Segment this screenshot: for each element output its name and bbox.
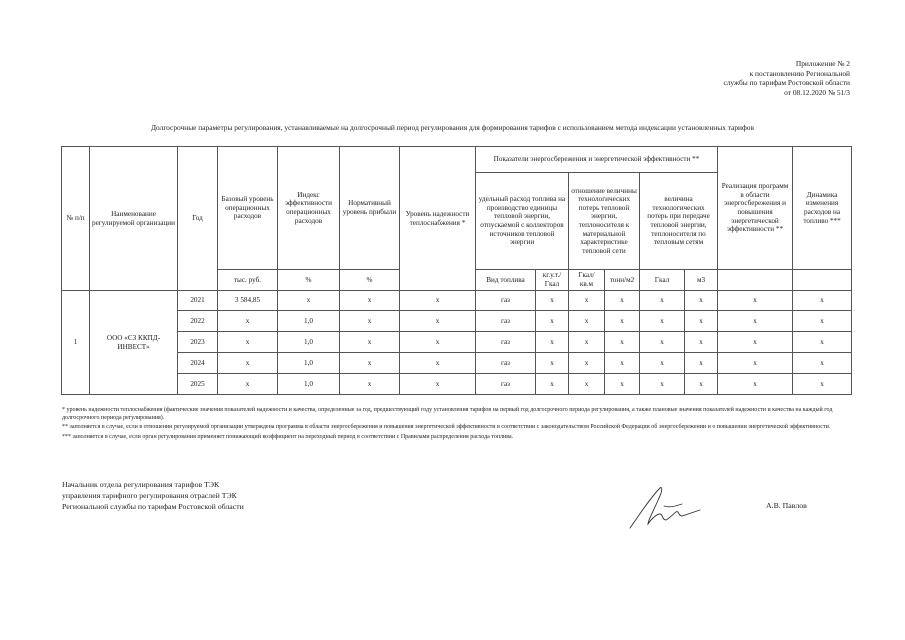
header-fuel-dynamics: Динамика изменения расходов на топливо *** — [793, 147, 852, 270]
unit-profit: % — [340, 270, 400, 291]
table-row — [62, 374, 852, 395]
cell-year: 2023 — [178, 332, 218, 353]
cell-fuel-rate: х — [536, 311, 569, 332]
header-losses-value: величина технологических потерь при передаче тепловой энергии, теплоносителя по тепловым сетям — [640, 173, 718, 270]
cell-tons-m2: х — [605, 353, 640, 374]
signatory-line-3: Региональной службы по тарифам Ростовской области — [62, 501, 244, 511]
unit-base: тыс. руб. — [218, 270, 278, 291]
cell-profit: х — [340, 374, 400, 395]
cell-program: х — [718, 353, 793, 374]
header-fuel-rate: удельный расход топлива на производство единицы тепловой энергии, отпускаемой с коллекторов источников тепловой энергии — [476, 173, 569, 270]
cell-gcal: х — [640, 311, 685, 332]
cell-fuel-rate: х — [536, 291, 569, 311]
cell-year: 2021 — [178, 291, 218, 311]
cell-m3: х — [685, 332, 718, 353]
cell-profit: х — [340, 311, 400, 332]
cell-fuel-type: газ — [476, 374, 536, 395]
header-efficiency-index: Индекс эффективности операционных расходов — [278, 147, 340, 270]
footnote-fuel-dynamics: *** заполняется в случае, если орган регулирования применяет понижающий коэффициент на переходный период в соответствии с Правилами распределения расхода топлива. — [62, 433, 514, 440]
cell-reliability: х — [400, 291, 476, 311]
cell-base: х — [218, 353, 278, 374]
table-row — [62, 332, 852, 353]
cell-program: х — [718, 311, 793, 332]
table-row — [62, 291, 852, 311]
cell-gcal: х — [640, 374, 685, 395]
cell-index: 1,0 — [278, 353, 340, 374]
cell-gcal-sqm: х — [569, 311, 605, 332]
cell-fuel-type: газ — [476, 291, 536, 311]
cell-gcal: х — [640, 332, 685, 353]
cell-fuel-type: газ — [476, 353, 536, 374]
cell-fuel-rate: х — [536, 374, 569, 395]
unit-fuel-type: Вид топлива — [476, 270, 536, 291]
handwritten-signature — [626, 484, 706, 534]
signatory-line-1: Начальник отдела регулирования тарифов ТЭК — [62, 480, 220, 489]
cell-base: х — [218, 374, 278, 395]
cell-dynamics: х — [793, 332, 852, 353]
cell-index: 1,0 — [278, 374, 340, 395]
cell-dynamics: х — [793, 291, 852, 311]
footnote-reliability: * уровень надежности теплоснабжения (фактические значения показателей надежности и качества, определенные за год, предшествующий году установления тарифов на первый год долгосрочного периода регулирования, а также плановые значения показателей надежности и качества на каждый год долгосрочного периода регулирования). — [62, 407, 833, 422]
cell-m3: х — [685, 291, 718, 311]
appendix-header — [723, 59, 850, 97]
parameters-table — [61, 146, 852, 395]
cell-tons-m2: х — [605, 374, 640, 395]
cell-m3: х — [685, 353, 718, 374]
organization-name: ООО «СЗ ККПД-ИНВЕСТ» — [90, 291, 178, 395]
cell-profit: х — [340, 291, 400, 311]
unit-gcal-sqm: Гкал/ кв.м — [569, 270, 605, 291]
cell-gcal-sqm: х — [569, 291, 605, 311]
cell-gcal-sqm: х — [569, 353, 605, 374]
cell-gcal: х — [640, 291, 685, 311]
cell-fuel-rate: х — [536, 353, 569, 374]
appendix-line-4: от 08.12.2020 № 51/3 — [784, 87, 850, 97]
cell-fuel-type: газ — [476, 332, 536, 353]
header-base-cost: Базовый уровень операционных расходов — [218, 147, 278, 270]
header-profit: Нормативный уровень прибыли — [340, 147, 400, 270]
cell-dynamics: х — [793, 353, 852, 374]
cell-reliability: х — [400, 311, 476, 332]
cell-gcal-sqm: х — [569, 332, 605, 353]
signatory-name: А.В. Павлов — [766, 501, 807, 510]
unit-tons-m2: тонн/м2 — [605, 270, 640, 291]
cell-program: х — [718, 374, 793, 395]
header-program: Реализация программ в области энергосбережения и повышения энергетической эффективности ** — [718, 147, 793, 270]
unit-gcal: Гкал — [640, 270, 685, 291]
footnote-program: ** заполняется в случае, если в отношении регулируемой организации утверждена программа в области энергосбережения и повышения энергетической эффективности в соответствии с законодательством Российской Федерации об энергосбережении и о повышении энергетической эффективности. — [62, 424, 831, 431]
header-row-1 — [62, 147, 852, 173]
cell-dynamics: х — [793, 374, 852, 395]
table-row — [62, 311, 852, 332]
cell-year: 2022 — [178, 311, 218, 332]
cell-program: х — [718, 332, 793, 353]
cell-profit: х — [340, 353, 400, 374]
signatory-line-2: управления тарифного регулирования отраслей ТЭК — [62, 490, 237, 500]
cell-base: 3 584,85 — [218, 291, 278, 311]
header-num: № п/п — [62, 147, 90, 291]
cell-dynamics: х — [793, 311, 852, 332]
cell-fuel-rate: х — [536, 332, 569, 353]
document-title: Долгосрочные параметры регулирования, устанавливаемые на долгосрочный период регулирования для формирования тарифов с использованием метода индексации установленных тарифов — [151, 123, 754, 132]
unit-m3: м3 — [685, 270, 718, 291]
signatory-position — [62, 480, 244, 512]
cell-reliability: х — [400, 332, 476, 353]
unit-index: % — [278, 270, 340, 291]
appendix-line-2: к постановлению Региональной — [749, 68, 850, 78]
cell-reliability: х — [400, 374, 476, 395]
cell-gcal-sqm: х — [569, 374, 605, 395]
cell-tons-m2: х — [605, 311, 640, 332]
header-year: Год — [178, 147, 218, 291]
unit-program — [718, 270, 793, 291]
header-energy-group: Показатели энергосбережения и энергетической эффективности ** — [476, 147, 718, 173]
cell-index: 1,0 — [278, 332, 340, 353]
cell-profit: х — [340, 332, 400, 353]
cell-tons-m2: х — [605, 291, 640, 311]
cell-gcal: х — [640, 353, 685, 374]
row-number: 1 — [62, 291, 90, 395]
appendix-line-1: Приложение № 2 — [795, 59, 850, 68]
cell-m3: х — [685, 374, 718, 395]
unit-dynamics — [793, 270, 852, 291]
cell-program: х — [718, 291, 793, 311]
table-row — [62, 353, 852, 374]
header-organization: Наименование регулируемой организации — [90, 147, 178, 291]
cell-index: х — [278, 291, 340, 311]
cell-fuel-type: газ — [476, 311, 536, 332]
cell-base: х — [218, 311, 278, 332]
cell-m3: х — [685, 311, 718, 332]
appendix-line-3: службы по тарифам Ростовской области — [723, 78, 850, 88]
unit-fuel-rate: кг.у.т./Гкал — [536, 270, 569, 291]
header-losses-ratio: отношение величины технологических потерь тепловой энергии, теплоносителя к материальной характеристике тепловой сети — [569, 173, 640, 270]
cell-index: 1,0 — [278, 311, 340, 332]
cell-year: 2024 — [178, 353, 218, 374]
cell-year: 2025 — [178, 374, 218, 395]
header-reliability: Уровень надежности теплоснабжения * — [400, 147, 476, 291]
footnotes — [62, 406, 852, 442]
cell-reliability: х — [400, 353, 476, 374]
cell-tons-m2: х — [605, 332, 640, 353]
cell-base: х — [218, 332, 278, 353]
